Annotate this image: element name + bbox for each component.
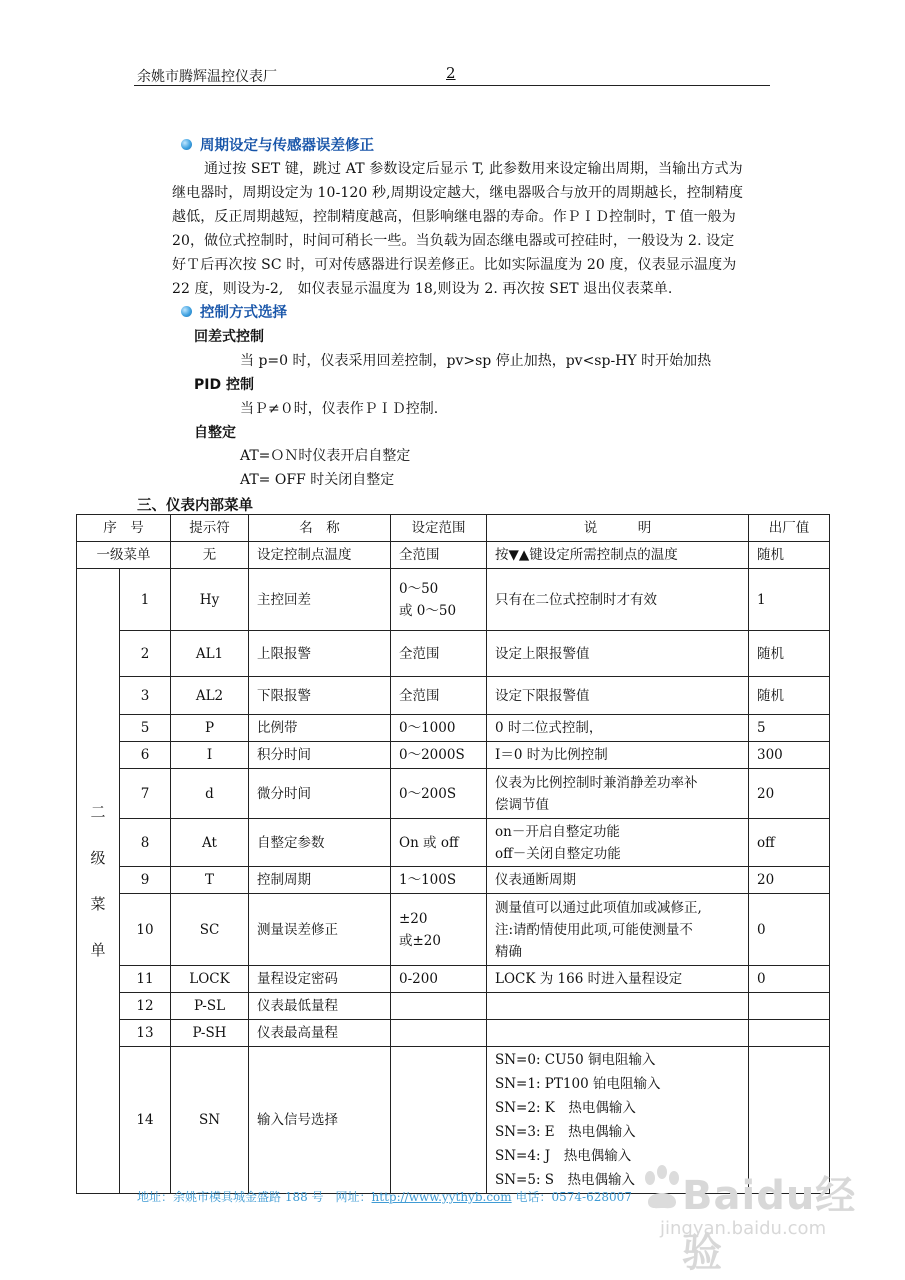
section1-line: 通过按 SET 键，跳过 AT 参数设定后显示 T, 此参数用来设定输出周期，当输出方式为 (204, 161, 743, 177)
row-range: 0～50 或 0～50 (391, 569, 487, 631)
row-default: 1 (749, 569, 830, 631)
row-symbol: AL1 (171, 631, 249, 677)
footer-phone: 电话：0574-628007 (511, 1190, 632, 1204)
section2-title: 控制方式选择 (200, 305, 287, 321)
page-number: 2 (446, 64, 456, 82)
section1-line: 20，做位式控制时，时间可稍长一些。当负载为固态继电器或可控硅时，一般设为 2. 设定 (172, 233, 735, 249)
row-default: 300 (749, 742, 830, 769)
row-desc: LOCK 为 166 时进入量程设定 (487, 966, 749, 993)
bullet-icon (181, 139, 192, 150)
row-name: 仪表最高量程 (249, 1020, 391, 1047)
row-no: 5 (120, 715, 171, 742)
table-row (77, 867, 830, 894)
table-row (77, 631, 830, 677)
row-name: 自整定参数 (249, 819, 391, 867)
header-divider (134, 85, 770, 86)
col-header-desc: 说 明 (487, 515, 749, 542)
row-symbol: T (171, 867, 249, 894)
section1-line: 越低，反正周期越短，控制精度越高，但影响继电器的寿命。作ＰＩＤ控制时，T 值一般为 (172, 209, 736, 225)
row-no: 3 (120, 677, 171, 715)
row-symbol: SC (171, 894, 249, 966)
row-range: 0～2000S (391, 742, 487, 769)
level2-group-label: 二 级 菜 单 (77, 569, 120, 1194)
col-header-range: 设定范围 (391, 515, 487, 542)
row-name: 仪表最低量程 (249, 993, 391, 1020)
mode1-name: 回差式控制 (194, 329, 264, 345)
table-row-level1 (77, 542, 830, 569)
row-range: 1～100S (391, 867, 487, 894)
mode3-desc-on: AT=ＯＮ时仪表开启自整定 (240, 448, 411, 464)
table-row (77, 819, 830, 867)
row-desc (487, 1020, 749, 1047)
row-default: off (749, 819, 830, 867)
table-row (77, 569, 830, 631)
row-default: 0 (749, 966, 830, 993)
table-row (77, 715, 830, 742)
footer-website-link[interactable]: http://www.yythyb.com (371, 1190, 512, 1204)
row-range: 0～1000 (391, 715, 487, 742)
level1-symbol: 无 (171, 542, 249, 569)
bullet-icon (181, 306, 192, 317)
row-range (391, 1020, 487, 1047)
section1-line: 好Ｔ后再次按 SC 时，可对传感器进行误差修正。比如实际温度为 20 度，仪表显示温度为 (172, 257, 737, 273)
level1-range: 全范围 (391, 542, 487, 569)
row-name: 主控回差 (249, 569, 391, 631)
menu-table (76, 514, 830, 1194)
row-symbol: I (171, 742, 249, 769)
row-desc: 测量值可以通过此项值加或减修正, 注:请酌情使用此项,可能使测量不 精确 (487, 894, 749, 966)
row-desc: SN=0: CU50 铜电阻输入 SN=1: PT100 铂电阻输入 SN=2: K 热电偶输入 SN=3: E 热电偶输入 SN=4: J 热电偶输入 SN=5: S 热电偶输入 (487, 1047, 749, 1194)
table-row (77, 894, 830, 966)
row-desc: I＝0 时为比例控制 (487, 742, 749, 769)
table-row (77, 993, 830, 1020)
row-range (391, 993, 487, 1020)
row-range (391, 1047, 487, 1194)
footer-contact (137, 1188, 632, 1205)
row-name: 量程设定密码 (249, 966, 391, 993)
row-desc: 0 时二位式控制， (487, 715, 749, 742)
row-default (749, 993, 830, 1020)
col-header-no: 序 号 (77, 515, 171, 542)
row-no: 11 (120, 966, 171, 993)
table-header-row (77, 515, 830, 542)
row-symbol: P (171, 715, 249, 742)
table-row (77, 677, 830, 715)
row-desc: on－开启自整定功能 off－关闭自整定功能 (487, 819, 749, 867)
row-default: 0 (749, 894, 830, 966)
section3-title: 三、仪表内部菜单 (137, 498, 253, 514)
row-default: 20 (749, 769, 830, 819)
row-symbol: At (171, 819, 249, 867)
row-no: 2 (120, 631, 171, 677)
paw-icon (640, 1164, 684, 1214)
table-row (77, 769, 830, 819)
row-desc: 仪表为比例控制时兼消静差功率补 偿调节值 (487, 769, 749, 819)
row-name: 比例带 (249, 715, 391, 742)
section1-line: 继电器时，周期设定为 10-120 秒,周期设定越大，继电器吸合与放开的周期越长，控制精度 (172, 185, 744, 201)
table-row (77, 1020, 830, 1047)
row-name: 积分时间 (249, 742, 391, 769)
row-default: 随机 (749, 677, 830, 715)
level1-name: 设定控制点温度 (249, 542, 391, 569)
row-no: 1 (120, 569, 171, 631)
section1-line: 22 度，则设为-2, 如仪表显示温度为 18,则设为 2. 再次按 SET 退出仪表菜单. (172, 281, 673, 297)
row-symbol: P-SH (171, 1020, 249, 1047)
row-default: 随机 (749, 631, 830, 677)
mode1-desc: 当 p=0 时，仪表采用回差控制，pv>sp 停止加热，pv<sp-HY 时开始加热 (240, 353, 712, 369)
row-default: 5 (749, 715, 830, 742)
row-name: 上限报警 (249, 631, 391, 677)
level1-desc: 按▼▲键设定所需控制点的温度 (487, 542, 749, 569)
row-symbol: SN (171, 1047, 249, 1194)
row-symbol: d (171, 769, 249, 819)
row-desc: 仪表通断周期 (487, 867, 749, 894)
row-no: 7 (120, 769, 171, 819)
row-default: 20 (749, 867, 830, 894)
table-row (77, 966, 830, 993)
level1-default: 随机 (749, 542, 830, 569)
row-range: On 或 off (391, 819, 487, 867)
row-default (749, 1020, 830, 1047)
row-no: 8 (120, 819, 171, 867)
row-range: 0-200 (391, 966, 487, 993)
mode2-name: PID 控制 (194, 377, 254, 393)
watermark-url: jingyan.baidu.com (660, 1218, 827, 1239)
row-range: ±20 或±20 (391, 894, 487, 966)
watermark (640, 1160, 880, 1276)
level1-label: 一级菜单 (77, 542, 171, 569)
row-desc (487, 993, 749, 1020)
row-desc: 设定上限报警值 (487, 631, 749, 677)
row-no: 10 (120, 894, 171, 966)
row-no: 13 (120, 1020, 171, 1047)
row-symbol: LOCK (171, 966, 249, 993)
footer-address: 地址：余姚市模具城金盛路 188 号 网址： (137, 1190, 372, 1204)
col-header-name: 名 称 (249, 515, 391, 542)
row-range: 全范围 (391, 631, 487, 677)
row-range: 0～200S (391, 769, 487, 819)
row-desc: 只有在二位式控制时才有效 (487, 569, 749, 631)
col-header-symbol: 提示符 (171, 515, 249, 542)
row-symbol: P-SL (171, 993, 249, 1020)
mode3-name: 自整定 (194, 425, 236, 441)
row-name: 测量误差修正 (249, 894, 391, 966)
row-no: 6 (120, 742, 171, 769)
row-name: 控制周期 (249, 867, 391, 894)
row-symbol: Hy (171, 569, 249, 631)
row-name: 输入信号选择 (249, 1047, 391, 1194)
mode3-desc-off: AT= OFF 时关闭自整定 (240, 472, 395, 488)
watermark-brand: Baidu经验 (682, 1173, 857, 1276)
header-company: 余姚市腾辉温控仪表厂 (137, 69, 277, 85)
col-header-default: 出厂值 (749, 515, 830, 542)
table-row (77, 742, 830, 769)
row-no: 14 (120, 1047, 171, 1194)
row-name: 微分时间 (249, 769, 391, 819)
row-range: 全范围 (391, 677, 487, 715)
row-desc: 设定下限报警值 (487, 677, 749, 715)
row-no: 12 (120, 993, 171, 1020)
row-no: 9 (120, 867, 171, 894)
row-symbol: AL2 (171, 677, 249, 715)
row-name: 下限报警 (249, 677, 391, 715)
mode2-desc: 当Ｐ≠０时，仪表作ＰＩＤ控制. (240, 401, 439, 417)
section1-title: 周期设定与传感器误差修正 (200, 138, 374, 154)
